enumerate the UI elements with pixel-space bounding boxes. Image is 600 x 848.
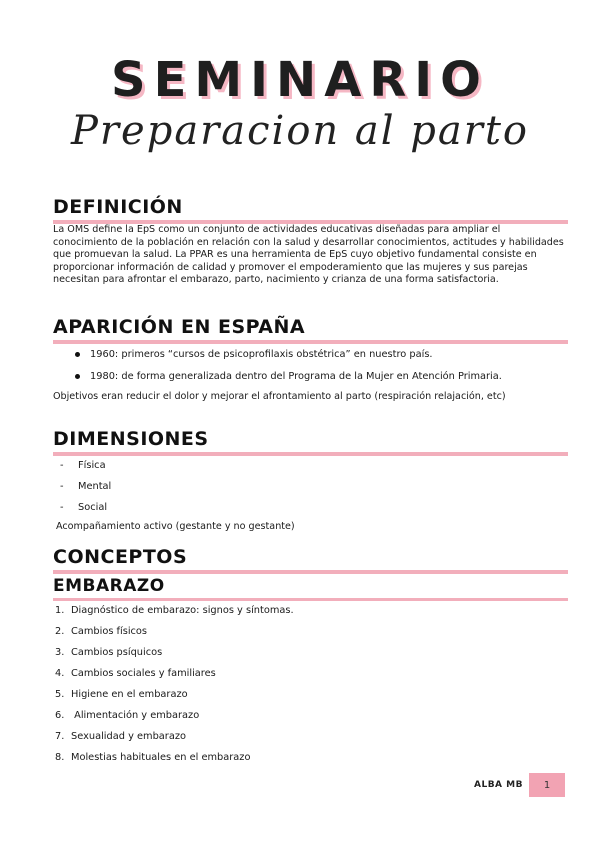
heading-definicion: DEFINICIÓN: [53, 196, 568, 224]
heading-conceptos: CONCEPTOS: [53, 546, 568, 574]
subheading-embarazo: EMBARAZO: [53, 576, 568, 601]
list-item: 1. Diagnóstico de embarazo: signos y síntomas.: [55, 605, 294, 616]
list-item: - Física: [60, 460, 106, 471]
list-item: - Social: [60, 502, 108, 513]
list-item: 1960: primeros “cursos de psicoprofilaxis obstétrica” en nuestro país.: [75, 349, 433, 360]
page-number-badge: [529, 773, 565, 797]
bullet-icon: [75, 374, 80, 379]
heading-aparicion: APARICIÓN EN ESPAÑA: [53, 316, 568, 344]
list-item: - Mental: [60, 481, 112, 492]
aparicion-note: Objetivos eran reducir el dolor y mejorar el afrontamiento al parto (respiración relajación, etc): [53, 391, 506, 402]
footer-author: ALBA MB: [474, 780, 523, 790]
list-item: 4. Cambios sociales y familiares: [55, 668, 216, 679]
list-item: 5. Higiene en el embarazo: [55, 689, 188, 700]
list-item: 1980: de forma generalizada dentro del Programa de la Mujer en Atención Primaria.: [75, 371, 502, 382]
page-title: SEMINARIO: [111, 52, 489, 108]
list-item: 2. Cambios físicos: [55, 626, 148, 637]
dimensiones-note: Acompañamiento activo (gestante y no gestante): [56, 521, 295, 532]
list-item: 6. Alimentación y embarazo: [55, 710, 200, 721]
definicion-paragraph: La OMS define la EpS como un conjunto de actividades educativas diseñadas para ampliar el conocimiento de la población en relación con la salud y desarrollar conocimientos, actitudes y habilidades que promuevan la salud. La PPAR es una herramienta de EpS cuyo objetivo fundamental consiste en proporcionar información de calidad y promover el empoderamiento que las mujeres y sus parejas necesitan para afrontar el embarazo, parto, nacimiento y crianza de una forma satisfactoria.: [53, 224, 564, 286]
heading-dimensiones: DIMENSIONES: [53, 428, 568, 456]
page-subtitle: Preparacion al parto: [71, 108, 529, 154]
list-item: 8. Molestias habituales en el embarazo: [55, 752, 251, 763]
bullet-icon: [75, 352, 80, 357]
page-number: 1: [543, 779, 551, 791]
list-item: 3. Cambios psíquicos: [55, 647, 163, 658]
list-item: 7. Sexualidad y embarazo: [55, 731, 186, 742]
